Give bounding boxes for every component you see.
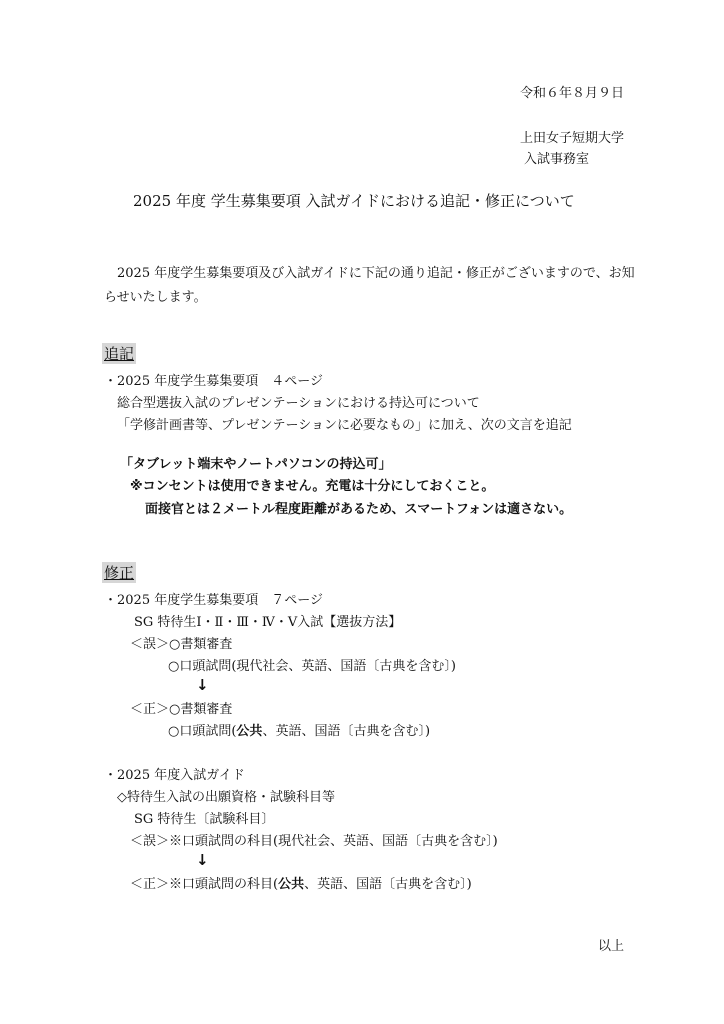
organization-name: 上田女子短期大学	[519, 131, 624, 146]
right-oral-bold: 公共	[236, 724, 263, 739]
right-oral-pre: ○口頭試問(	[168, 724, 237, 739]
right-label: ＜正＞	[130, 877, 170, 892]
addition-line-2: 「学修計画書等、プレゼンテーションに必要なもの」に加え、次の文言を追記	[117, 418, 572, 433]
correction-item-2-sub-1: ◇特待生入試の出願資格・試験科目等	[117, 790, 335, 805]
closing-text: 以上	[597, 939, 624, 954]
right-oral-pre: ※口頭試問の科目(	[169, 877, 279, 892]
correction-item-1-title: ・2025 年度学生募集要項 ７ページ	[104, 593, 323, 608]
intro-line-2: らせいたします。	[104, 290, 207, 305]
wrong-oral-subjects: ※口頭試問の科目(現代社会、英語、国語〔古典を含む〕)	[169, 834, 498, 849]
correction-item-2-sub-2: SG 特待生〔試験科目〕	[134, 812, 275, 827]
addition-bold-2: ※コンセントは使用できません。充電は十分にしておくこと。	[130, 479, 495, 494]
correction-item-2-title: ・2025 年度入試ガイド	[104, 768, 245, 783]
down-arrow-icon: ↓	[196, 851, 209, 869]
addition-line-1: 総合型選抜入試のプレゼンテーションにおける持込可について	[117, 396, 480, 411]
document-date: 令和６年８月９日	[519, 86, 624, 101]
intro-line-1: 2025 年度学生募集要項及び入試ガイドに下記の通り追記・修正がございますので、お知	[117, 266, 635, 281]
right-oral-post: 、英語、国語〔古典を含む〕)	[262, 724, 431, 739]
wrong-block-2	[130, 830, 498, 849]
wrong-label: ＜誤＞	[130, 637, 170, 652]
wrong-block-1	[130, 633, 232, 652]
right-oral-exam	[168, 720, 430, 739]
wrong-document-review: ○書類審査	[169, 637, 233, 652]
right-block-1	[130, 698, 232, 717]
right-document-review: ○書類審査	[169, 702, 233, 717]
right-oral-post: 、英語、国語〔古典を含む〕)	[304, 877, 472, 892]
wrong-oral-exam: ○口頭試問(現代社会、英語、国語〔古典を含む〕)	[168, 659, 456, 674]
addition-bold-1: 「タブレット端末やノートパソコンの持込可」	[120, 457, 392, 472]
correction-heading: 修正	[104, 564, 135, 582]
addition-item: ・2025 年度学生募集要項 ４ページ	[104, 374, 323, 389]
correction-item-1-subtitle: SG 特待生Ⅰ・Ⅱ・Ⅲ・Ⅳ・Ⅴ入試【選抜方法】	[134, 615, 402, 630]
right-block-2	[130, 873, 472, 892]
right-label: ＜正＞	[130, 702, 170, 717]
down-arrow-icon: ↓	[196, 676, 209, 694]
addition-heading: 追記	[104, 345, 135, 363]
addition-bold-3: 面接官とは２メートル程度距離があるため、スマートフォンは適さない。	[145, 502, 573, 517]
wrong-label: ＜誤＞	[130, 834, 170, 849]
department-name: 入試事務室	[524, 152, 590, 167]
right-oral-bold: 公共	[278, 877, 305, 892]
document-title: 2025 年度 学生募集要項 入試ガイドにおける追記・修正について	[133, 192, 575, 210]
